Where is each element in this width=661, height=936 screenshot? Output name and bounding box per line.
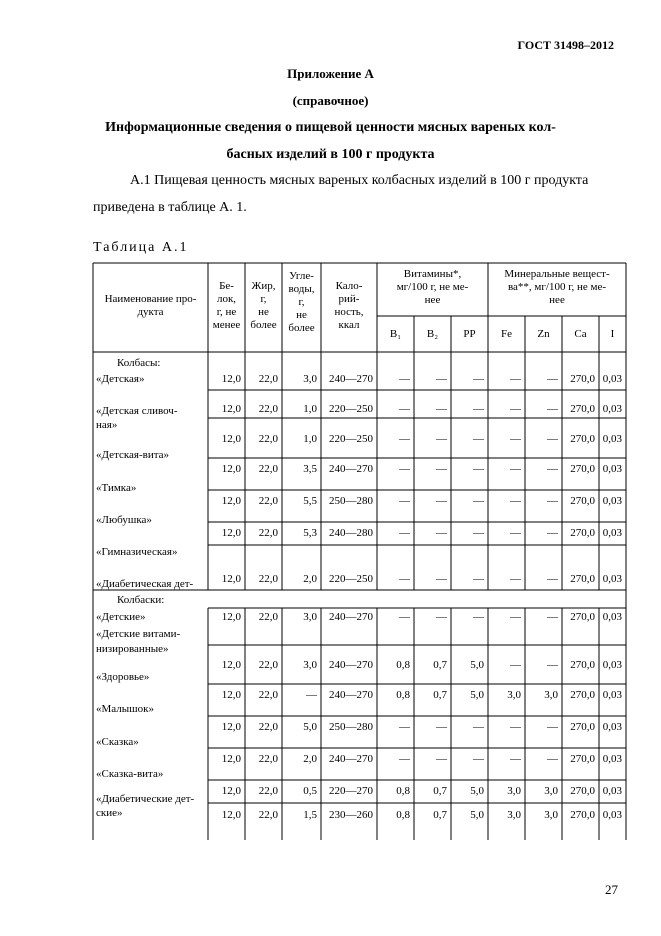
cell-i: 0,03: [602, 659, 622, 671]
cell-b1: —: [399, 527, 410, 539]
cell-protein: 12,0: [221, 611, 241, 623]
cell-zn: —: [547, 463, 558, 475]
cell-carbs: 5,5: [303, 495, 317, 507]
cell-fat: 22,0: [258, 463, 278, 475]
cell-pp: 5,0: [470, 785, 484, 797]
cell-carbs: 1,0: [303, 403, 317, 415]
cell-b1: —: [399, 753, 410, 765]
cell-zn: —: [547, 527, 558, 539]
cell-fat: 22,0: [258, 809, 278, 821]
col-zn-header: Zn: [537, 328, 550, 340]
cell-ca: 270,0: [570, 463, 595, 475]
cell-fe: —: [510, 433, 521, 445]
cell-fat: 22,0: [258, 373, 278, 385]
cell-b1: —: [399, 403, 410, 415]
standard-code: ГОСТ 31498–2012: [517, 38, 614, 52]
cell-b2: —: [436, 495, 447, 507]
cell-ca: 270,0: [570, 753, 595, 765]
product-name: «Сказка»: [96, 736, 139, 748]
cell-i: 0,03: [602, 433, 622, 445]
cell-protein: 12,0: [221, 659, 241, 671]
cell-fe: 3,0: [507, 809, 521, 821]
cell-zn: —: [547, 753, 558, 765]
cell-protein: 12,0: [221, 785, 241, 797]
paragraph-line1: А.1 Пищевая ценность мясных вареных колбасных изделий в 100 г продукта: [130, 173, 589, 188]
cell-carbs: 0,5: [303, 785, 317, 797]
cell-protein: 12,0: [221, 573, 241, 585]
cell-kcal: 220—250: [329, 403, 373, 415]
cell-i: 0,03: [602, 403, 622, 415]
cell-fat: 22,0: [258, 721, 278, 733]
cell-i: 0,03: [602, 753, 622, 765]
cell-b1: 0,8: [396, 659, 410, 671]
group-label-small-sausages: Колбаски:: [117, 594, 165, 606]
product-name: «Детская-вита»: [96, 449, 170, 461]
cell-kcal: 240—270: [329, 689, 373, 701]
col-b2-header: B₂: [426, 328, 439, 340]
product-name: «Детская сливоч-: [96, 405, 178, 417]
cell-fe: —: [510, 721, 521, 733]
cell-i: 0,03: [602, 785, 622, 797]
cell-ca: 270,0: [570, 721, 595, 733]
cell-kcal: 240—270: [329, 463, 373, 475]
cell-kcal: 220—250: [329, 433, 373, 445]
col-b1-header: B₁: [389, 328, 402, 340]
cell-pp: —: [473, 463, 484, 475]
cell-i: 0,03: [602, 495, 622, 507]
table-title: Таблица А.1: [93, 240, 189, 255]
cell-protein: 12,0: [221, 527, 241, 539]
appendix-type: (справочное): [292, 93, 369, 108]
cell-pp: —: [473, 495, 484, 507]
col-calories-header: Кало- рий- ность, ккал: [334, 280, 364, 331]
cell-protein: 12,0: [221, 403, 241, 415]
col-ca-header: Ca: [574, 328, 587, 340]
cell-b2: 0,7: [433, 809, 447, 821]
cell-pp: —: [473, 403, 484, 415]
cell-protein: 12,0: [221, 809, 241, 821]
cell-b1: 0,8: [396, 809, 410, 821]
cell-pp: —: [473, 373, 484, 385]
cell-ca: 270,0: [570, 433, 595, 445]
product-name: «Малышок»: [96, 703, 154, 715]
cell-carbs: 5,0: [303, 721, 317, 733]
product-name: «Гимназическая»: [96, 546, 178, 558]
cell-fat: 22,0: [258, 495, 278, 507]
cell-zn: —: [547, 403, 558, 415]
cell-ca: 270,0: [570, 527, 595, 539]
cell-protein: 12,0: [221, 495, 241, 507]
cell-i: 0,03: [602, 689, 622, 701]
cell-b1: —: [399, 433, 410, 445]
cell-fe: —: [510, 403, 521, 415]
cell-b1: 0,8: [396, 785, 410, 797]
cell-carbs: 2,0: [303, 573, 317, 585]
cell-fat: 22,0: [258, 433, 278, 445]
cell-fat: 22,0: [258, 611, 278, 623]
cell-kcal: 220—250: [329, 573, 373, 585]
cell-b1: —: [399, 495, 410, 507]
cell-fat: 22,0: [258, 573, 278, 585]
cell-fe: —: [510, 753, 521, 765]
section-title-line1: Информационные сведения о пищевой ценности мясных вареных кол-: [105, 120, 556, 135]
cell-ca: 270,0: [570, 573, 595, 585]
product-name: «Детская»: [96, 373, 145, 385]
cell-kcal: 230—260: [329, 809, 373, 821]
cell-i: 0,03: [602, 573, 622, 585]
cell-kcal: 240—270: [329, 659, 373, 671]
cell-kcal: 250—280: [329, 495, 373, 507]
cell-ca: 270,0: [570, 495, 595, 507]
cell-zn: 3,0: [544, 689, 558, 701]
cell-protein: 12,0: [221, 373, 241, 385]
product-name: «Диабетическая дет-: [96, 578, 194, 590]
cell-ca: 270,0: [570, 689, 595, 701]
cell-kcal: 240—270: [329, 753, 373, 765]
col-protein-header: Бе- лок, г, не менее: [212, 280, 241, 331]
cell-fe: —: [510, 463, 521, 475]
cell-fat: 22,0: [258, 403, 278, 415]
cell-b1: —: [399, 463, 410, 475]
cell-i: 0,03: [602, 527, 622, 539]
cell-carbs: 1,0: [303, 433, 317, 445]
cell-kcal: 240—270: [329, 373, 373, 385]
cell-fat: 22,0: [258, 753, 278, 765]
col-pp-header: PP: [463, 328, 476, 340]
cell-b1: —: [399, 611, 410, 623]
cell-b2: —: [436, 527, 447, 539]
product-name: «Детские витами-: [96, 628, 181, 640]
product-name: «Детские»: [96, 611, 146, 623]
cell-fe: —: [510, 659, 521, 671]
cell-b2: 0,7: [433, 659, 447, 671]
cell-b2: —: [436, 753, 447, 765]
cell-zn: 3,0: [544, 809, 558, 821]
cell-fe: 3,0: [507, 689, 521, 701]
cell-i: 0,03: [602, 611, 622, 623]
col-name-header: Наименование про- дукта: [104, 293, 197, 318]
cell-b2: —: [436, 611, 447, 623]
col-vitamins-header: Витамины*, мг/100 г, не ме- нее: [396, 268, 469, 306]
cell-ca: 270,0: [570, 611, 595, 623]
cell-zn: —: [547, 611, 558, 623]
cell-ca: 270,0: [570, 785, 595, 797]
cell-kcal: 220—270: [329, 785, 373, 797]
cell-pp: —: [473, 573, 484, 585]
cell-pp: —: [473, 611, 484, 623]
cell-fat: 22,0: [258, 689, 278, 701]
cell-protein: 12,0: [221, 463, 241, 475]
product-name: «Здоровье»: [96, 671, 150, 683]
cell-pp: —: [473, 721, 484, 733]
cell-zn: —: [547, 721, 558, 733]
product-name: «Любушка»: [96, 514, 152, 526]
cell-fe: —: [510, 573, 521, 585]
cell-kcal: 240—270: [329, 611, 373, 623]
product-name: «Сказка-вита»: [96, 768, 164, 780]
cell-i: 0,03: [602, 809, 622, 821]
cell-b1: —: [399, 373, 410, 385]
cell-pp: 5,0: [470, 809, 484, 821]
cell-pp: —: [473, 433, 484, 445]
cell-fat: 22,0: [258, 785, 278, 797]
cell-fe: —: [510, 373, 521, 385]
product-name: низированные»: [96, 643, 169, 655]
cell-zn: —: [547, 573, 558, 585]
cell-b2: —: [436, 463, 447, 475]
cell-b1: —: [399, 721, 410, 733]
cell-ca: 270,0: [570, 659, 595, 671]
col-carbs-header: Угле- воды, г, не более: [288, 270, 315, 334]
cell-carbs: 3,5: [303, 463, 317, 475]
cell-carbs: 1,5: [303, 809, 317, 821]
col-fat-header: Жир, г, не более: [250, 280, 277, 331]
cell-b1: —: [399, 573, 410, 585]
section-title-line2: басных изделий в 100 г продукта: [226, 147, 435, 162]
cell-protein: 12,0: [221, 433, 241, 445]
cell-ca: 270,0: [570, 373, 595, 385]
cell-b2: —: [436, 373, 447, 385]
col-i-header: I: [610, 328, 615, 340]
product-name: ная»: [96, 419, 118, 431]
cell-zn: —: [547, 373, 558, 385]
cell-pp: 5,0: [470, 689, 484, 701]
cell-protein: 12,0: [221, 753, 241, 765]
cell-b2: 0,7: [433, 785, 447, 797]
cell-carbs: 3,0: [303, 373, 317, 385]
cell-ca: 270,0: [570, 403, 595, 415]
group-label-sausages: Колбасы:: [117, 357, 161, 369]
cell-fat: 22,0: [258, 527, 278, 539]
cell-zn: 3,0: [544, 785, 558, 797]
cell-i: 0,03: [602, 463, 622, 475]
product-name: ские»: [96, 807, 123, 819]
paragraph-line2: приведена в таблице А. 1.: [93, 200, 247, 215]
cell-zn: —: [547, 495, 558, 507]
cell-zn: —: [547, 659, 558, 671]
product-name: «Тимка»: [96, 482, 137, 494]
page-number: 27: [605, 882, 618, 897]
cell-kcal: 240—280: [329, 527, 373, 539]
col-fe-header: Fe: [501, 328, 512, 340]
cell-carbs: —: [306, 689, 317, 701]
cell-carbs: 3,0: [303, 659, 317, 671]
cell-b2: —: [436, 721, 447, 733]
cell-b2: —: [436, 573, 447, 585]
cell-b2: 0,7: [433, 689, 447, 701]
cell-protein: 12,0: [221, 721, 241, 733]
cell-carbs: 2,0: [303, 753, 317, 765]
cell-fe: 3,0: [507, 785, 521, 797]
product-name: «Диабетические дет-: [96, 793, 195, 805]
cell-fe: —: [510, 611, 521, 623]
cell-carbs: 3,0: [303, 611, 317, 623]
cell-pp: —: [473, 753, 484, 765]
cell-pp: 5,0: [470, 659, 484, 671]
cell-carbs: 5,3: [303, 527, 317, 539]
cell-fe: —: [510, 527, 521, 539]
cell-i: 0,03: [602, 721, 622, 733]
cell-b2: —: [436, 403, 447, 415]
cell-i: 0,03: [602, 373, 622, 385]
cell-zn: —: [547, 433, 558, 445]
cell-fe: —: [510, 495, 521, 507]
cell-ca: 270,0: [570, 809, 595, 821]
cell-protein: 12,0: [221, 689, 241, 701]
cell-b2: —: [436, 433, 447, 445]
col-minerals-header: Минеральные вещест- ва**, мг/100 г, не ме- нее: [504, 268, 610, 306]
appendix-title: Приложение А: [287, 66, 374, 81]
cell-pp: —: [473, 527, 484, 539]
cell-kcal: 250—280: [329, 721, 373, 733]
cell-b1: 0,8: [396, 689, 410, 701]
cell-fat: 22,0: [258, 659, 278, 671]
